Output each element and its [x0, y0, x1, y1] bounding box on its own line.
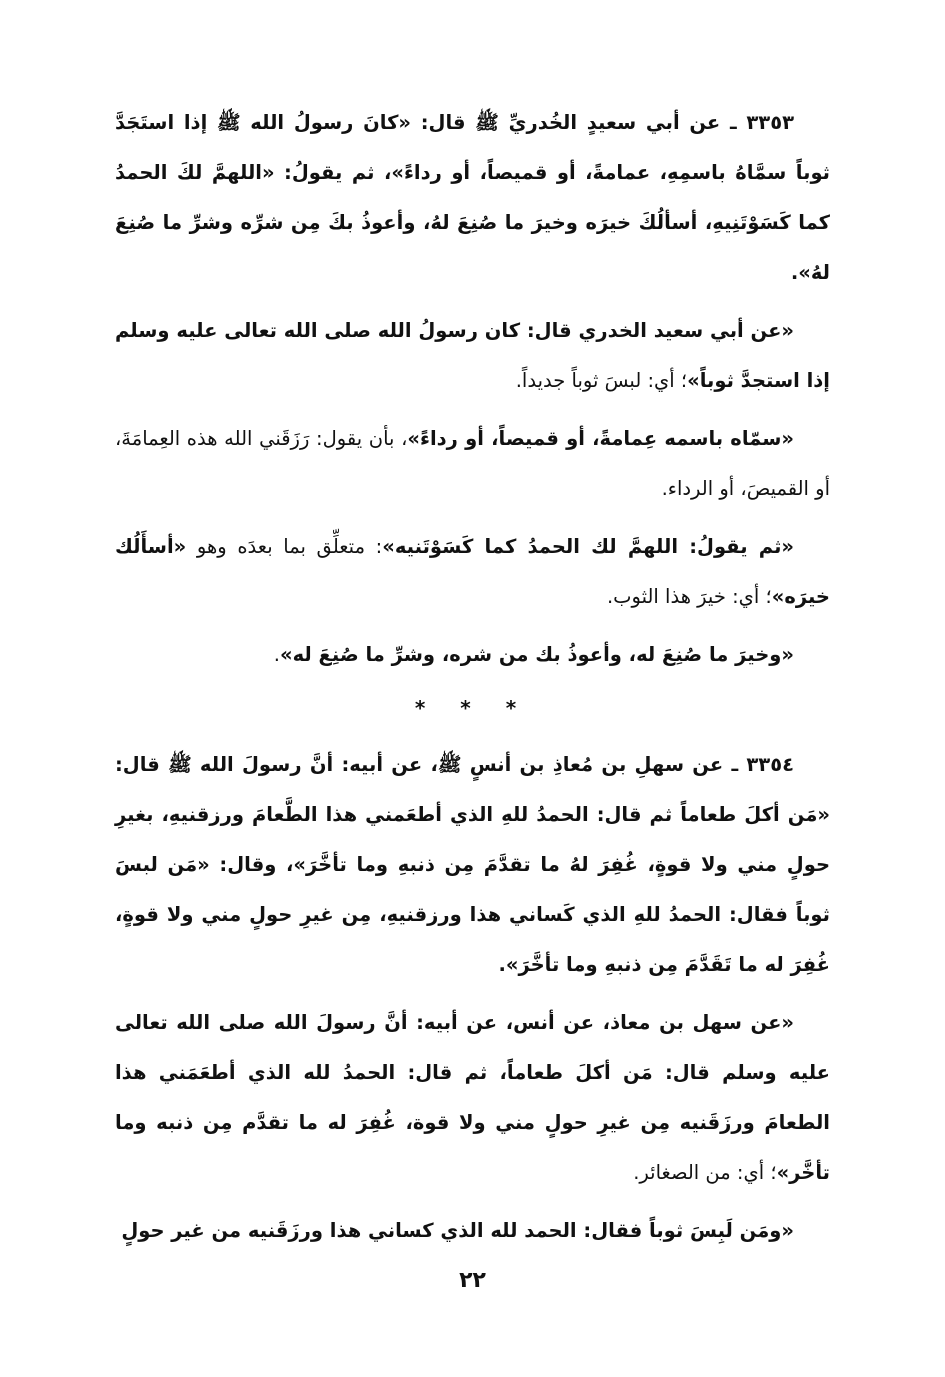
- commentary-paragraph: [115, 522, 830, 622]
- commentary-paragraph: [115, 1206, 830, 1256]
- explanation-text: : متعلِّق بما بعدَه وهو: [186, 535, 383, 558]
- quoted-hadith-text: «عن أبي سعيد الخدري قال: كان رسولُ الله صلى الله تعالى عليه وسلم إذا استجدَّ ثوباً»: [115, 319, 830, 392]
- explanation-text: ؛ أي: من الصغائر.: [633, 1161, 777, 1184]
- quoted-hadith-text: «عن سهل بن معاذ، عن أنس، عن أبيه: أنَّ رسولَ الله صلى الله تعالى عليه وسلم قال: مَن أكلَ طعاماً، ثم قال: الحمدُ لله الذي أطعَمَني هذا الطعامَ ورزَقَنيه مِن غيرِ حولٍ مني ولا قوة، غُفِرَ له ما تقدَّم مِن ذنبه وما تأخَّر»: [115, 1011, 830, 1184]
- quoted-hadith-text: «أسأَلُك خيرَه»: [115, 535, 830, 608]
- explanation-text: .: [273, 643, 280, 666]
- quoted-hadith-text: «سمّاه باسمه عِمامةً، أو قميصاً، أو رداءً»: [407, 427, 794, 450]
- commentary-paragraph: [115, 630, 830, 680]
- quoted-hadith-text: «ومَن لَبِسَ ثوباً فقال: الحمد لله الذي كساني هذا ورزَقَنيه من غير حولٍ: [121, 1219, 794, 1242]
- commentary-paragraph: [115, 998, 830, 1198]
- hadith-3353-text: ٣٣٥٣ ـ عن أبي سعيدٍ الخُدريِّ ﷺ قال: «كانَ رسولُ الله ﷺ إذا استَجَدَّ ثوباً سمَّاهُ باسمِهِ، عمامةً، أو قميصاً، أو رداءً»، ثم يقولُ: «اللهمَّ لكَ الحمدُ كما كَسَوْتَنِيهِ، أسألُكَ خيرَه وخيرَ ما صُنِعَ لهُ، وأعوذُ بكَ مِن شرِّه وشرِّ ما صُنِعَ لهُ».: [115, 111, 830, 284]
- commentary-paragraph: [115, 414, 830, 514]
- quoted-hadith-text: «ثم يقولُ: اللهمَّ لك الحمدُ كما كَسَوْتَنيه»: [382, 535, 794, 558]
- section-divider: * * *: [414, 696, 531, 720]
- explanation-text: ، بأن يقول: رَزَقَني الله هذه العِمامَةَ، أو القميصَ، أو الرداء.: [115, 427, 830, 500]
- commentary-paragraph: [115, 306, 830, 406]
- explanation-text: ؛ أي: خيرَ هذا الثوب.: [606, 585, 772, 608]
- hadith-3354-text: ٣٣٥٤ ـ عن سهلِ بن مُعاذِ بن أنسٍ ﷺ، عن أبيه: أنَّ رسولَ الله ﷺ قال: «مَن أكلَ طعاماً ثم قال: الحمدُ للهِ الذي أطعَمني هذا الطَّعامَ ورزقنيهِ، بغيرِ حولٍ مني ولا قوةٍ، غُفِرَ لهُ ما تقدَّمَ مِن ذنبهِ وما تأخَّرَ»، وقال: «مَن لبسَ ثوباً فقال: الحمدُ للهِ الذي كَساني هذا ورزقنيهِ، مِن غيرِ حولٍ مني ولا قوةٍ، غُفِرَ له ما تَقَدَّمَ مِن ذنبهِ وما تأخَّرَ».: [115, 753, 830, 976]
- quoted-hadith-text: «وخيرَ ما صُنِعَ له، وأعوذُ بك من شره، وشرِّ ما صُنِعَ له»: [280, 643, 794, 666]
- explanation-text: ؛ أي: لبسَ ثوباً جديداً.: [515, 369, 688, 392]
- page-number: ٢٢: [459, 1268, 486, 1293]
